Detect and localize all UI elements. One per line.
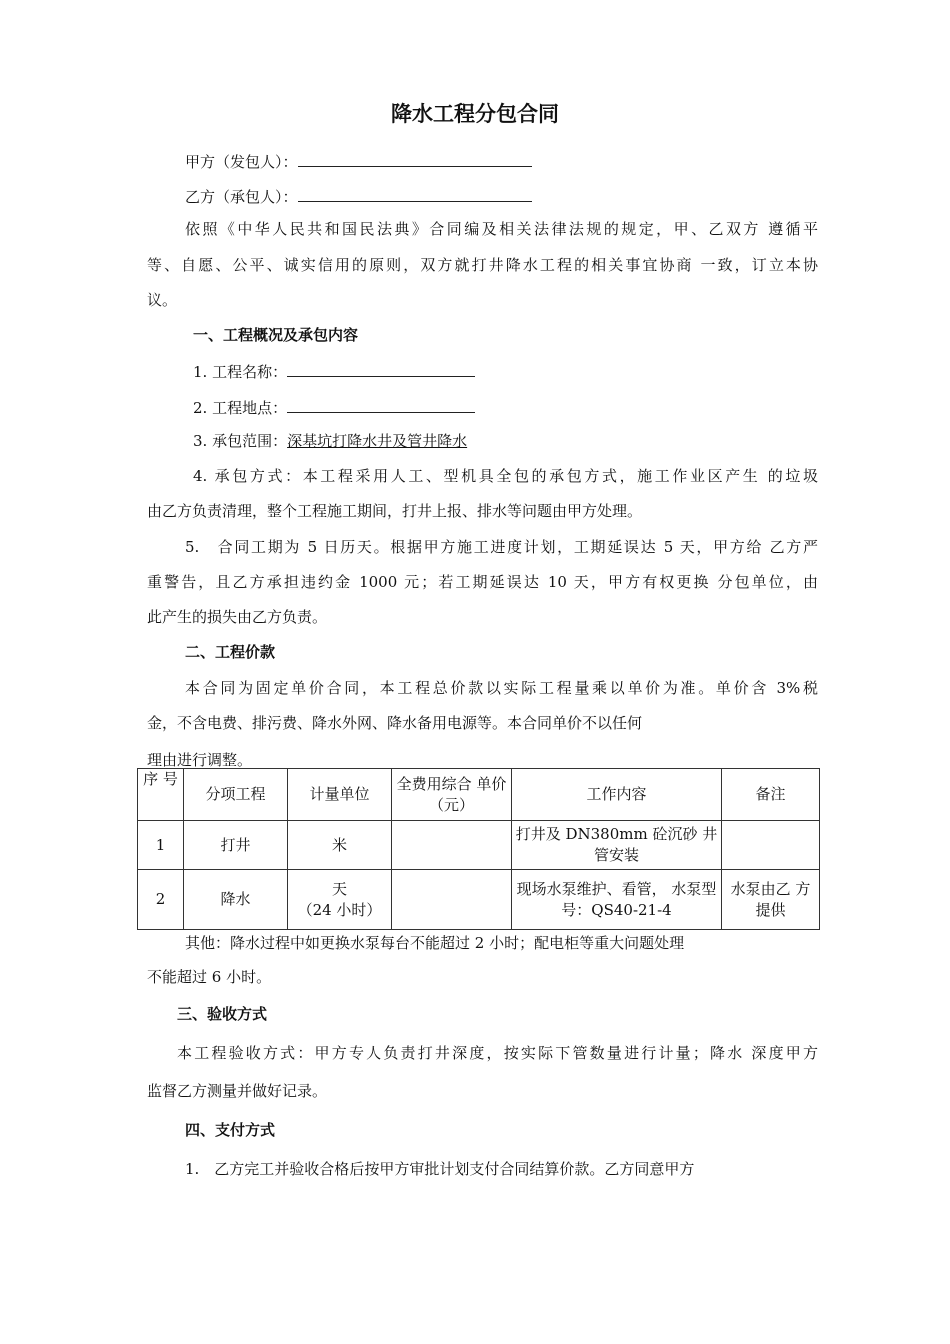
header-unit: 计量单位 xyxy=(288,769,392,821)
row1-item: 打井 xyxy=(184,821,288,870)
row2-unit-line1: 天 xyxy=(331,879,347,898)
table-header-row xyxy=(138,769,820,821)
party-b-blank xyxy=(298,185,532,202)
project-name-blank xyxy=(287,360,475,377)
acceptance-line-2: 监督乙方测量并做好记录。 xyxy=(147,1082,328,1100)
price-table xyxy=(137,768,820,930)
section2-heading: 二、工程价款 xyxy=(185,643,276,661)
table-row xyxy=(138,821,820,870)
project-name-label: 1. 工程名称： xyxy=(193,363,288,381)
price-line-2: 金，不含电费、排污费、降水外网、降水备用电源等。本合同单价不以任何 xyxy=(147,714,643,732)
row2-unit xyxy=(288,870,392,930)
method-line-1: 4. 承包方式：本工程采用人工、型机具全包的承包方式，施工作业区产生 的垃圾 xyxy=(193,467,818,485)
party-a-line xyxy=(185,150,532,172)
header-seq: 序 号 xyxy=(138,769,184,821)
party-a-label: 甲方（发包人）： xyxy=(185,153,298,171)
row1-note xyxy=(722,821,820,870)
intro-line-1: 依照《中华人民共和国民法典》合同编及相关法律法规的规定，甲、乙双方 遵循平 xyxy=(185,220,818,238)
project-location-blank xyxy=(287,396,475,413)
header-note: 备注 xyxy=(722,769,820,821)
header-content: 工作内容 xyxy=(512,769,722,821)
other-line-2: 不能超过 6 小时。 xyxy=(147,968,272,986)
row2-content: 现场水泵维护、看管， 水泵型号：QS40-21-4 xyxy=(512,870,722,930)
party-a-blank xyxy=(298,150,532,167)
other-line-1: 其他：降水过程中如更换水泵每台不能超过 2 小时；配电柜等重大问题处理 xyxy=(185,934,685,952)
scope-value: 深基坑打降水井及管井降水 xyxy=(287,432,468,450)
section1-heading: 一、工程概况及承包内容 xyxy=(193,326,359,344)
row2-note: 水泵由乙 方提供 xyxy=(722,870,820,930)
intro-line-3: 议。 xyxy=(147,291,178,309)
period-line-1: 5. 合同工期为 5 日历天。根据甲方施工进度计划，工期延误达 5 天，甲方给 乙方严 xyxy=(185,538,818,556)
row1-content: 打井及 DN380mm 砼沉砂 井管安装 xyxy=(512,821,722,870)
party-b-line xyxy=(185,185,532,207)
row1-price xyxy=(392,821,512,870)
row2-seq: 2 xyxy=(138,870,184,930)
intro-line-2: 等、自愿、公平、诚实信用的原则，双方就打井降水工程的相关事宜协商 一致，订立本协 xyxy=(147,256,818,274)
payment-line-1: 1. 乙方完工并验收合格后按甲方审批计划支付合同结算价款。乙方同意甲方 xyxy=(185,1160,695,1178)
project-location-line xyxy=(193,396,475,418)
row1-unit: 米 xyxy=(288,821,392,870)
acceptance-line-1: 本工程验收方式：甲方专人负责打井深度，按实际下管数量进行计量；降水 深度甲方 xyxy=(177,1044,818,1062)
project-name-line xyxy=(193,360,475,382)
row2-price xyxy=(392,870,512,930)
method-line-2: 由乙方负责清理，整个工程施工期间，打井上报、排水等问题由甲方处理。 xyxy=(147,502,643,520)
row2-item: 降水 xyxy=(184,870,288,930)
table-row xyxy=(138,870,820,930)
scope-line xyxy=(193,431,467,451)
row1-seq: 1 xyxy=(138,821,184,870)
scope-label: 3. 承包范围： xyxy=(193,432,288,450)
header-item: 分项工程 xyxy=(184,769,288,821)
period-line-3: 此产生的损失由乙方负责。 xyxy=(147,608,328,626)
project-location-label: 2. 工程地点： xyxy=(193,399,288,417)
row2-unit-line2: （24 小时） xyxy=(297,900,382,919)
price-line-1: 本合同为固定单价合同，本工程总价款以实际工程量乘以单价为准。单价含 3%税 xyxy=(185,679,818,697)
section3-heading: 三、验收方式 xyxy=(177,1005,268,1023)
party-b-label: 乙方（承包人）： xyxy=(185,188,298,206)
page-title: 降水工程分包合同 xyxy=(391,102,559,126)
price-line-3: 理由进行调整。 xyxy=(147,751,253,769)
period-line-2: 重警告，且乙方承担违约金 1000 元；若工期延误达 10 天，甲方有权更换 分包单位，由 xyxy=(147,573,818,591)
section4-heading: 四、支付方式 xyxy=(185,1121,276,1139)
header-price: 全费用综合 单价（元） xyxy=(392,769,512,821)
